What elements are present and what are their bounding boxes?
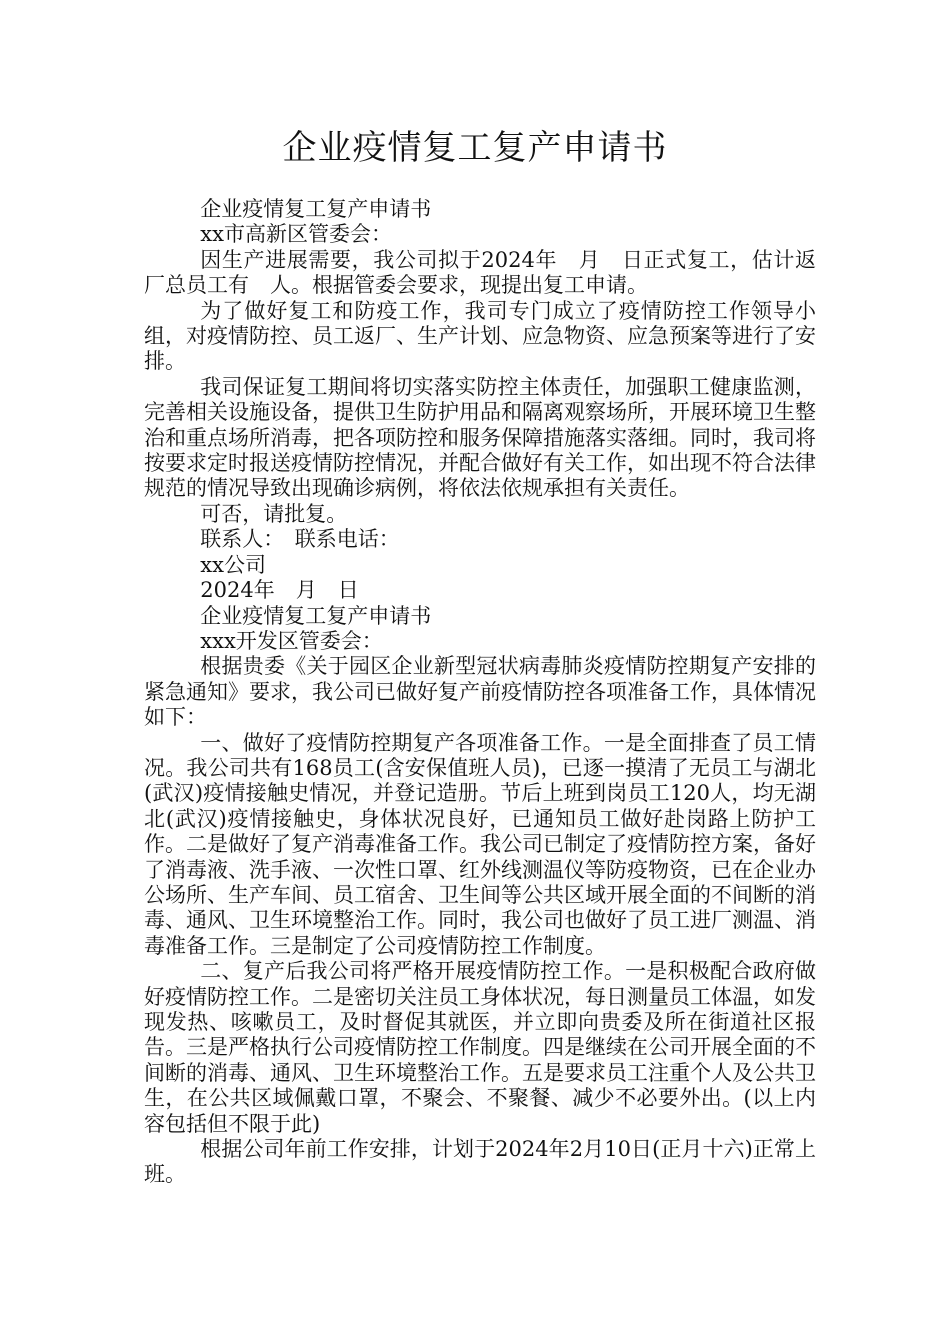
paragraph-addressee-1: xx市高新区管委会： — [200, 222, 392, 247]
paragraph-addressee-2: xxx开发区管委会： — [200, 628, 383, 653]
paragraph-application-intro: 因生产进展需要，我公司拟于2024年 月 日正式复工，估计返厂总员工有 人。根据管委会要求，现提出复工申请。 — [144, 247, 816, 298]
paragraph-request-approval: 可否，请批复。 — [200, 501, 348, 526]
document-title: 企业疫情复工复产申请书 — [282, 128, 668, 168]
paragraph-notice-reference: 根据贵委《关于园区企业新型冠状病毒肺炎疫情防控期复产安排的紧急通知》要求，我公司已做好复产前疫情防控各项准备工作，具体情况如下： — [144, 654, 816, 730]
paragraph-prevention-group: 为了做好复工和防疫工作，我司专门成立了疫情防控工作领导小组，对疫情防控、员工返厂、生产计划、应急物资、应急预案等进行了安排。 — [144, 298, 816, 374]
paragraph-date: 2024年 月 日 — [200, 578, 359, 603]
paragraph-repeated-title-2: 企业疫情复工复产申请书 — [200, 603, 432, 628]
paragraph-responsibility: 我司保证复工期间将切实落实防控主体责任，加强职工健康监测，完善相关设施设备，提供卫生防护用品和隔离观察场所，开展环境卫生整治和重点场所消毒，把各项防控和服务保障措施落实落细。同时，我司将按要求定时报送疫情防控情况，并配合做好有关工作，如出现不符合法律规范的情况导致出现确诊病例，将依法依规承担有关责任。 — [144, 374, 816, 501]
paragraph-company-signature: xx公司 — [200, 552, 266, 577]
paragraph-section-two: 二、复产后我公司将严格开展疫情防控工作。一是积极配合政府做好疫情防控工作。二是密切关注员工身体状况，每日测量员工体温，如发现发热、咳嗽员工，及时督促其就医，并立即向贵委及所在街道社区报告。三是严格执行公司疫情防控工作制度。四是继续在公司开展全面的不间断的消毒、通风、卫生环境整治工作。五是要求员工注重个人及公共卫生，在公共区域佩戴口罩，不聚会、不聚餐、减少不必要外出。(以上内容包括但不限于此) — [144, 959, 816, 1136]
document-body — [144, 197, 816, 1188]
paragraph-work-schedule: 根据公司年前工作安排，计划于2024年2月10日(正月十六)正常上班。 — [144, 1137, 816, 1187]
paragraph-contact: 联系人： 联系电话： — [200, 527, 400, 552]
paragraph-section-one: 一、做好了疫情防控期复产各项准备工作。一是全面排查了员工情况。我公司共有168员工(含安保值班人员)，已逐一摸清了无员工与湖北(武汉)疫情接触史情况，并登记造册。节后上班到岗员工120人，均无湖北(武汉)疫情接触史，身体状况良好，已通知员工做好赴岗路上防护工作。二是做好了复产消毒准备工作。我公司已制定了疫情防控方案，备好了消毒液、洗手液、一次性口罩、红外线测温仪等防疫物资，已在企业办公场所、生产车间、员工宿舍、卫生间等公共区域开展全面的不间断的消毒、通风、卫生环境整治工作。同时，我公司也做好了员工进厂测温、消毒准备工作。三是制定了公司疫情防控工作制度。 — [144, 730, 816, 958]
paragraph-repeated-title-1: 企业疫情复工复产申请书 — [200, 197, 432, 221]
